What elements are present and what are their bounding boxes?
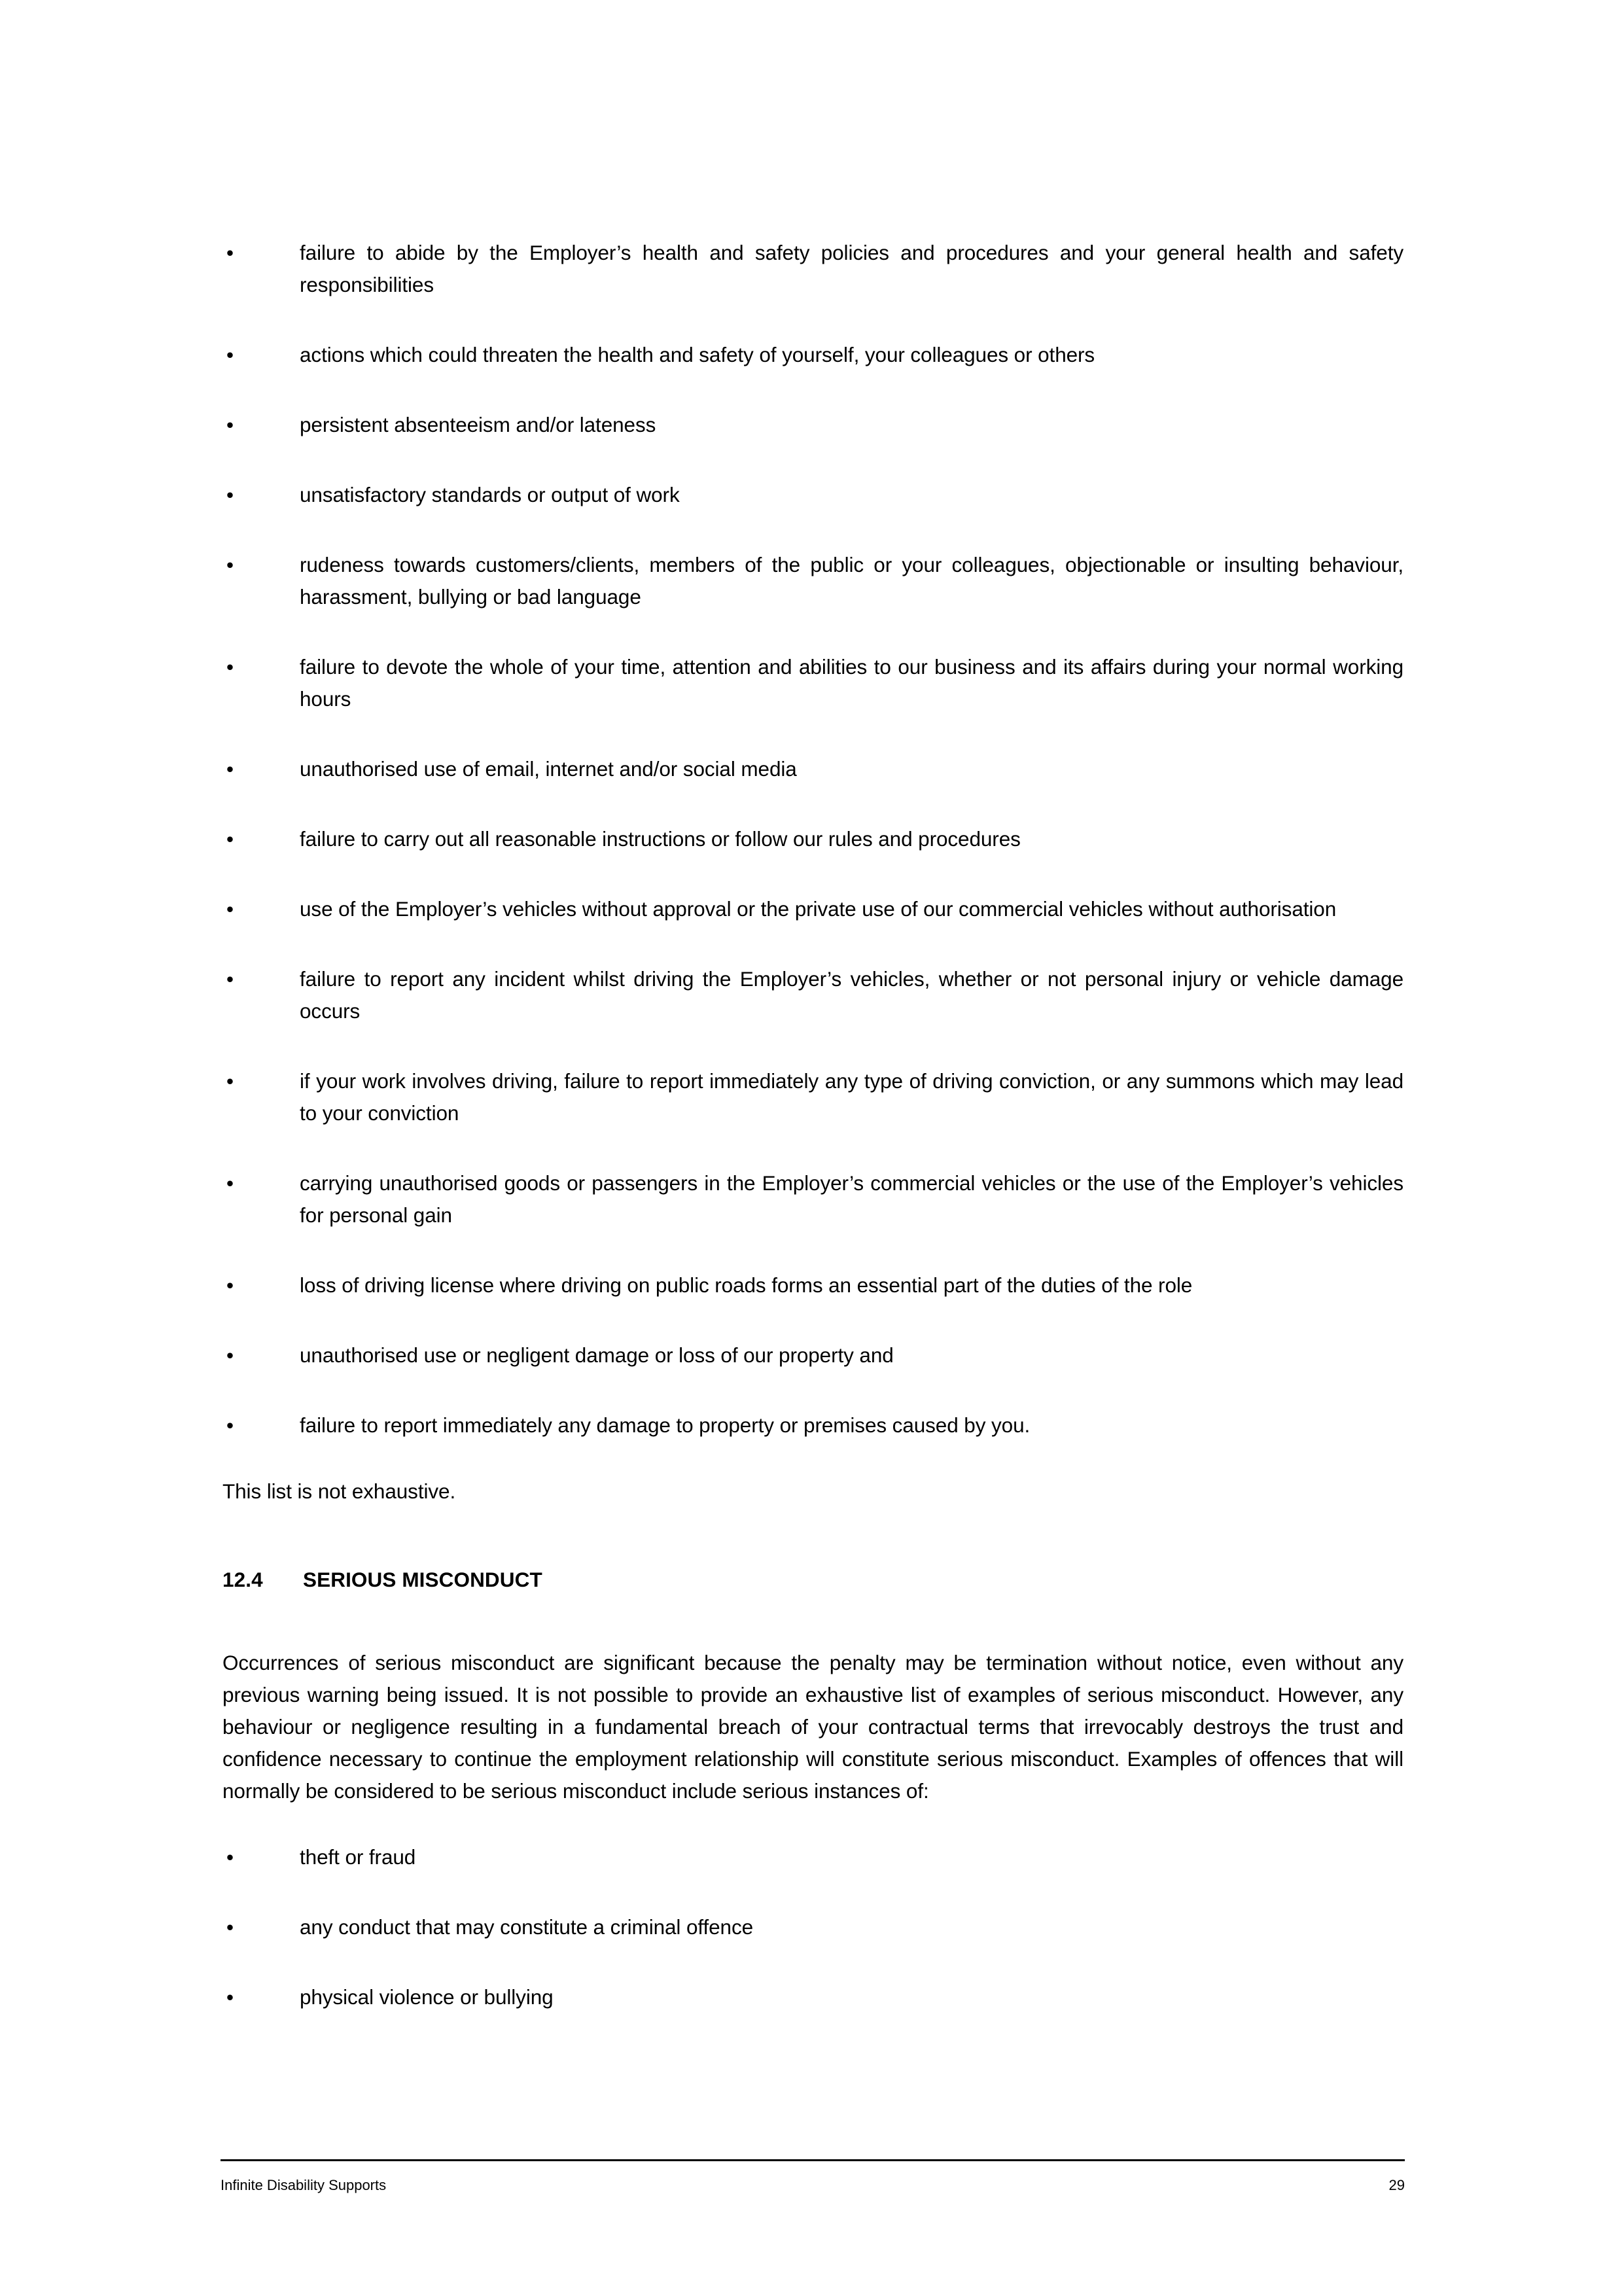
list-item-text: unauthorised use of email, internet and/or social media: [300, 757, 797, 781]
footer-organisation: Infinite Disability Supports: [221, 2177, 387, 2193]
section-title: SERIOUS MISCONDUCT: [303, 1568, 542, 1591]
bullet-icon: •: [226, 413, 234, 436]
list-closing-note: This list is not exhaustive.: [222, 1479, 456, 1503]
bullet-icon: •: [226, 827, 234, 851]
list-item-text: failure to abide by the Employer’s health and safety policies and procedures and your general health and safety responsibilities: [300, 241, 1403, 296]
bullet-icon: •: [226, 1985, 234, 2009]
list-item: [222, 753, 1403, 785]
list-item-text: failure to report immediately any damage to property or premises caused by you.: [300, 1413, 1031, 1437]
list-item-text: persistent absenteeism and/or lateness: [300, 413, 656, 436]
list-item-text: use of the Employer’s vehicles without approval or the private use of our commercial vehicles without authorisation: [300, 897, 1337, 921]
section-number: 12.4: [222, 1568, 263, 1591]
spacer: [222, 1441, 1403, 1475]
spacer: [222, 1508, 1403, 1564]
list-item: [222, 409, 1403, 441]
list-item-text: physical violence or bullying: [300, 1985, 554, 2009]
bullet-icon: •: [226, 1273, 234, 1297]
list-item: [222, 893, 1403, 925]
serious-misconduct-bullet-list: [222, 1841, 1403, 2013]
list-item-text: theft or fraud: [300, 1845, 416, 1869]
bullet-icon: •: [226, 1845, 234, 1869]
bullet-icon: •: [226, 897, 234, 921]
list-item: [222, 823, 1403, 855]
list-item: [222, 549, 1403, 613]
list-item: [222, 1065, 1403, 1129]
list-item: [222, 651, 1403, 715]
spacer: [222, 1807, 1403, 1841]
section-intro-paragraph: Occurrences of serious misconduct are significant because the penalty may be termination without notice, even without any previous warning being issued. It is not possible to provide an exhaustive list of examples of serious misconduct. However, any behaviour or negligence resulting in a fundamental breach of your contractual terms that irrevocably destroys the trust and confidence necessary to continue the employment relationship will constitute serious misconduct. Examples of offences that will normally be considered to be serious misconduct include serious instances of:: [222, 1651, 1403, 1803]
section-heading: [222, 1564, 1403, 1596]
list-item-text: any conduct that may constitute a criminal offence: [300, 1915, 754, 1939]
list-item: [222, 1981, 1403, 2013]
bullet-icon: •: [226, 1171, 234, 1195]
bullet-icon: •: [226, 553, 234, 576]
list-item: [222, 339, 1403, 371]
list-item: [222, 963, 1403, 1027]
list-item: [222, 1339, 1403, 1371]
misconduct-bullet-list: [222, 237, 1403, 1441]
list-item: [222, 1269, 1403, 1301]
bullet-icon: •: [226, 483, 234, 506]
list-item: [222, 1409, 1403, 1441]
list-item: [222, 1841, 1403, 1873]
bullet-icon: •: [226, 757, 234, 781]
list-item-text: loss of driving license where driving on public roads forms an essential part of the duties of the role: [300, 1273, 1193, 1297]
bullet-icon: •: [226, 343, 234, 366]
bullet-icon: •: [226, 241, 234, 264]
bullet-icon: •: [226, 1343, 234, 1367]
list-item-text: failure to carry out all reasonable instructions or follow our rules and procedures: [300, 827, 1021, 851]
page-content: [222, 237, 1403, 2013]
list-item-text: carrying unauthorised goods or passengers in the Employer’s commercial vehicles or the use of the Employer’s vehicles for personal gain: [300, 1171, 1403, 1227]
list-item-text: unsatisfactory standards or output of work: [300, 483, 680, 506]
list-item: [222, 1167, 1403, 1231]
bullet-icon: •: [226, 1069, 234, 1093]
list-item: [222, 479, 1403, 511]
list-item-text: unauthorised use or negligent damage or loss of our property and: [300, 1343, 894, 1367]
list-item-text: failure to devote the whole of your time, attention and abilities to our business and its affairs during your normal working hours: [300, 655, 1403, 711]
list-item-text: failure to report any incident whilst driving the Employer’s vehicles, whether or not personal injury or vehicle damage occurs: [300, 967, 1403, 1023]
bullet-icon: •: [226, 967, 234, 991]
bullet-icon: •: [226, 1915, 234, 1939]
list-item-text: if your work involves driving, failure to report immediately any type of driving conviction, or any summons which may lead to your conviction: [300, 1069, 1403, 1125]
footer-divider: [221, 2159, 1405, 2161]
list-item: [222, 1911, 1403, 1943]
bullet-icon: •: [226, 655, 234, 679]
footer-page-number: 29: [1388, 2177, 1405, 2193]
spacer: [222, 1596, 1403, 1647]
list-item: [222, 237, 1403, 301]
list-item-text: rudeness towards customers/clients, members of the public or your colleagues, objectionable or insulting behaviour, harassment, bullying or bad language: [300, 553, 1403, 609]
footer-row: [221, 2176, 1405, 2195]
bullet-icon: •: [226, 1413, 234, 1437]
list-item-text: actions which could threaten the health and safety of yourself, your colleagues or others: [300, 343, 1095, 366]
page-footer: [221, 2159, 1405, 2195]
